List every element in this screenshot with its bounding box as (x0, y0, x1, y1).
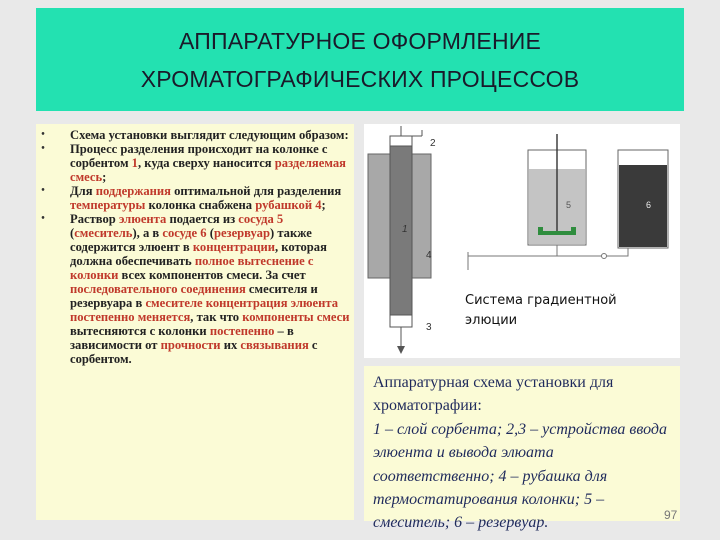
bullet-4-text: , которая должна обеспечивать (70, 240, 327, 268)
bullet-dot: • (41, 185, 45, 196)
diagram-panel (364, 124, 680, 358)
bullet-3 (36, 184, 354, 212)
bullet-4-text: ) также содержится элюент в (70, 226, 312, 254)
reservoir-liquid (619, 165, 667, 247)
label-6: 6 (646, 200, 652, 210)
bullet-3-highlight: поддержания (95, 184, 171, 198)
label-1: 1 (402, 224, 408, 235)
tube (468, 252, 570, 256)
bullet-dot: • (41, 129, 45, 140)
output-device (390, 315, 412, 327)
bullet-4-highlight: смесителе концентрация элюента постепенно меняется (70, 296, 339, 324)
bullet-4-highlight: последовательного соединения (70, 282, 246, 296)
bullet-3-text: колонка снабжена (145, 198, 256, 212)
bullet-2-text: ; (102, 170, 107, 184)
label-3: 3 (426, 322, 432, 333)
right-text (373, 371, 678, 535)
bullet-4 (36, 212, 354, 366)
label-2: 2 (430, 138, 436, 149)
bullet-4-highlight: прочности (160, 338, 221, 352)
bullet-4-text: , так что (190, 310, 243, 324)
valve-icon (602, 254, 607, 259)
bullet-4-highlight: постепенно (209, 324, 275, 338)
input-device (390, 136, 412, 146)
right-text-heading: Аппаратурная схема установки для хроматографии: (373, 374, 614, 415)
diagram-caption-line-2: элюции (465, 313, 518, 328)
bullet-list (36, 128, 354, 366)
connecting-tube (557, 245, 628, 256)
bullet-2-text: , куда сверху наносится (137, 156, 275, 170)
bullet-4-text: вытесняются с колонки (70, 324, 210, 338)
bullet-4-highlight: резервуар (213, 226, 270, 240)
bullet-dot: • (41, 213, 45, 224)
slide-number: 97 (664, 508, 678, 522)
stirrer-blade (540, 231, 576, 235)
bullet-4-highlight: сосуда 5 (238, 212, 284, 226)
bullet-4-highlight: полное вытеснение с колонки (70, 254, 314, 282)
bullet-4-text: всех компонентов смеси. За счет (118, 268, 306, 282)
bullet-dot: • (41, 143, 45, 154)
right-text-panel (364, 366, 680, 532)
bullet-1 (36, 128, 354, 142)
bullet-4-highlight: связывания (240, 338, 309, 352)
bullet-4-text: смесителя и резервуара в (70, 282, 318, 310)
bullet-4-text: ( (70, 226, 75, 240)
title-line-1: АППАРАТУРНОЕ ОФОРМЛЕНИЕ (178, 27, 542, 54)
bullet-4-text: ), а в (132, 226, 163, 240)
title-line-2: ХРОМАТОГРАФИЧЕСКИХ ПРОЦЕССОВ (140, 65, 580, 92)
bullet-3-text: Для (70, 184, 96, 198)
bullet-4-text: с сорбентом. (70, 338, 318, 366)
bullet-1-text: Схема установки выглядит следующим образом: (70, 128, 349, 142)
sorbent-column (390, 144, 412, 315)
left-text-panel (36, 124, 354, 520)
bullet-4-highlight: смеситель (74, 226, 133, 240)
bullet-2-highlight: разделяемая смесь (70, 156, 346, 184)
title-banner (36, 8, 684, 111)
outlet-arrow (397, 346, 405, 354)
bullet-4-highlight: элюента (118, 212, 167, 226)
bullet-4-text: подается из (166, 212, 239, 226)
bullet-4-text: их (220, 338, 241, 352)
bullet-4-text: – в зависимости от (70, 324, 294, 352)
bullet-4-highlight: концентрации (192, 240, 275, 254)
bullet-4-text: ( (206, 226, 214, 240)
label-5: 5 (566, 200, 572, 210)
bullet-3-highlight: температуры (70, 198, 146, 212)
bullet-4-highlight: сосуде 6 (162, 226, 207, 240)
diagram-caption (465, 291, 617, 331)
bullet-4-highlight: компоненты смеси (242, 310, 350, 324)
bullet-3-text: оптимальной для разделения (170, 184, 342, 198)
bullet-2 (36, 142, 354, 184)
bullet-3-highlight: рубашкой 4 (255, 198, 322, 212)
diagram-caption-line-1: Система градиентной (465, 293, 617, 308)
bullet-2-number: 1 (131, 156, 138, 170)
bullet-3-text: ; (321, 198, 326, 212)
bullet-2-text: Процесс разделения происходит на колонке с сорбентом (70, 142, 328, 170)
right-text-legend: 1 – слой сорбента; 2,3 – устройства ввода элюента и вывода элюата соответственно; 4 – рубашка для термостатирования колонки; 5 – смеситель; 6 – резервуар. (373, 420, 667, 532)
label-4: 4 (426, 250, 432, 261)
stirrer-blade (571, 227, 576, 235)
stirrer-blade (538, 227, 543, 235)
bullet-4-text: Раствор (70, 212, 119, 226)
